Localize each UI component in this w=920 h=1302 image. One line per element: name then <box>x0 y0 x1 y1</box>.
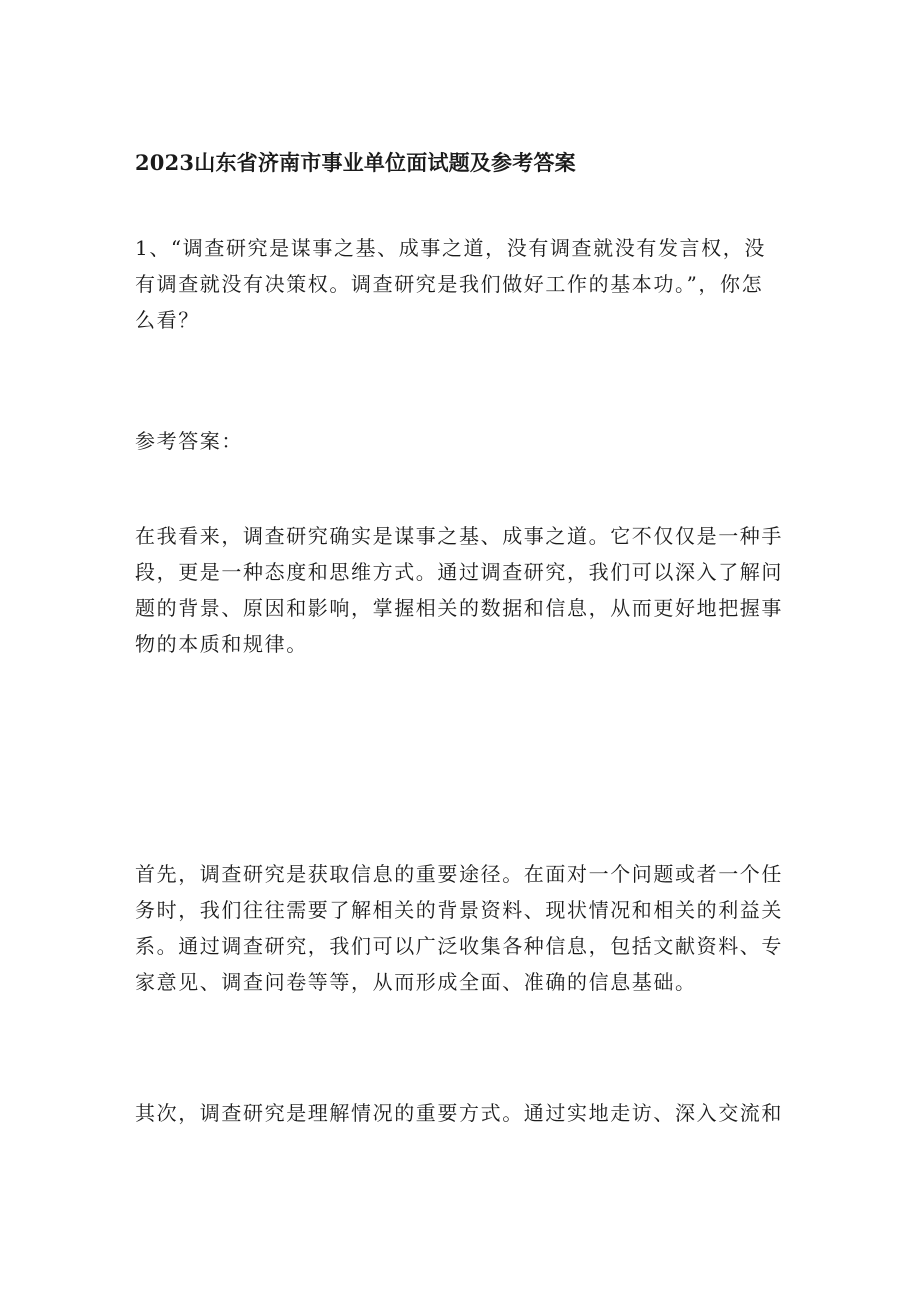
paragraph-line: 物的本质和规律。 <box>135 632 308 656</box>
paragraph-line: 首先，调查研究是获取信息的重要途径。在面对一个问题或者一个任 <box>135 862 783 886</box>
answer-paragraph-second <box>135 1095 815 1131</box>
paragraph-line: 段，更是一种态度和思维方式。通过调查研究，我们可以深入了解问 <box>135 560 783 584</box>
document-title: 2023山东省济南市事业单位面试题及参考答案 <box>135 150 576 175</box>
paragraph-line: 其次，调查研究是理解情况的重要方式。通过实地走访、深入交流和 <box>135 1101 783 1125</box>
question-line: 有调查就没有决策权。调查研究是我们做好工作的基本功。”，你怎 <box>135 272 764 296</box>
paragraph-line: 在我看来，调查研究确实是谋事之基、成事之道。它不仅仅是一种手 <box>135 524 783 548</box>
paragraph-line: 务时，我们往往需要了解相关的背景资料、现状情况和相关的利益关 <box>135 898 783 922</box>
question-line: 1、“调查研究是谋事之基、成事之道，没有调查就没有发言权，没 <box>135 236 766 260</box>
paragraph-line: 家意见、调查问卷等等，从而形成全面、准确的信息基础。 <box>135 970 697 994</box>
answer-label: 参考答案： <box>135 429 243 453</box>
question-line: 么看？ <box>135 308 200 332</box>
paragraph-line: 题的背景、原因和影响，掌握相关的数据和信息，从而更好地把握事 <box>135 596 783 620</box>
answer-paragraph-intro <box>135 518 815 662</box>
paragraph-line: 系。通过调查研究，我们可以广泛收集各种信息，包括文献资料、专 <box>135 934 783 958</box>
question-paragraph <box>135 230 815 338</box>
answer-paragraph-first <box>135 856 815 1000</box>
